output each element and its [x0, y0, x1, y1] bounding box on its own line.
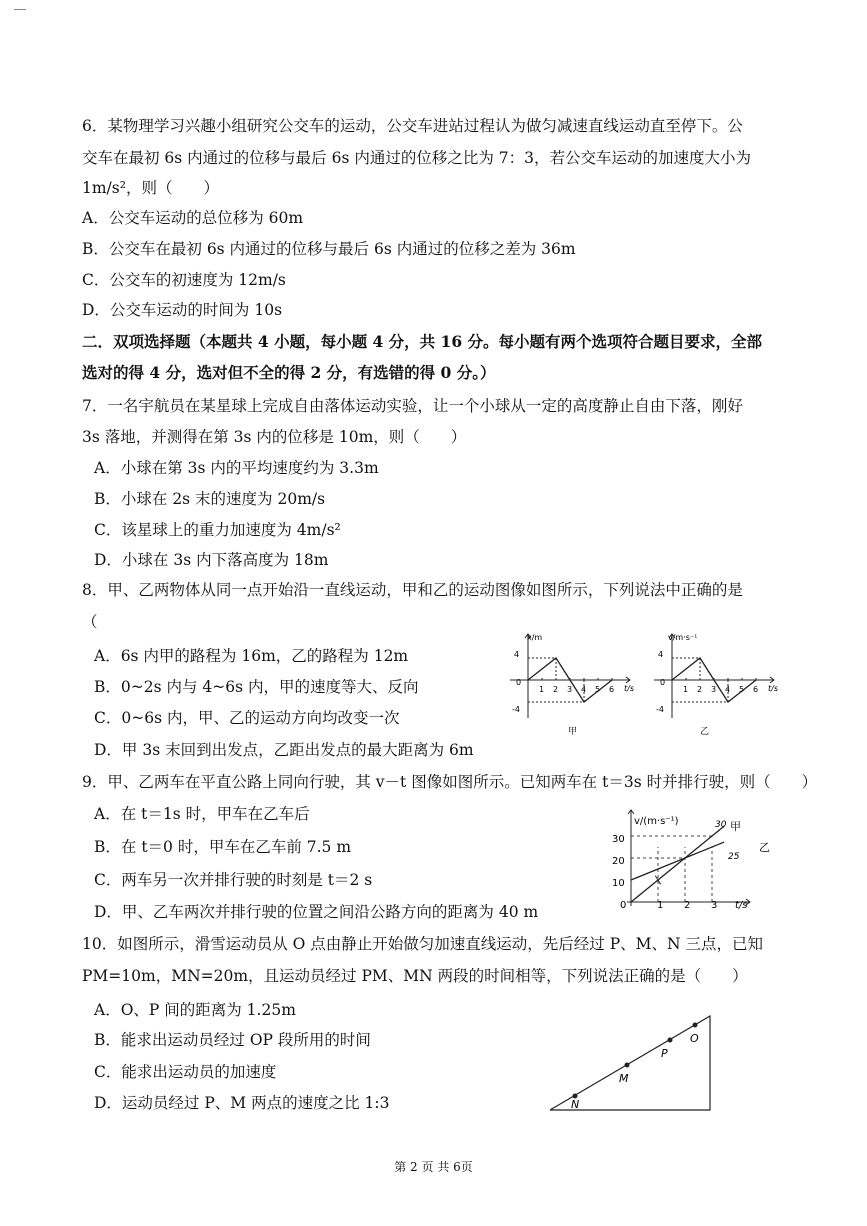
q8-jia-origin: 0 [516, 678, 522, 687]
q8-option-c: C．0~6s 内，甲、乙的运动方向均改变一次 [94, 709, 400, 727]
q9-graph-xtick: 1 [657, 900, 664, 911]
q6-option-d: D．公交车运动的时间为 10s [82, 301, 283, 319]
q6-option-a: A．公交车运动的总位移为 60m [82, 209, 304, 227]
page-footer: 第 2 页 共 6页 [394, 1160, 473, 1174]
q8-jia-ylabel: x/m [527, 633, 543, 642]
q9-series-jia-label: 甲 [730, 820, 741, 833]
q9-graph-xtick: 3 [711, 900, 718, 911]
q9-option-c: C．两车另一次并排行驶的时刻是 t＝2 s [94, 871, 373, 889]
q8-stem-line2: （ [82, 613, 98, 631]
q8-yi-xtick: 3 [711, 685, 717, 694]
q10-slope-figure [545, 1010, 720, 1115]
point-p-dot [668, 1038, 673, 1043]
q9-option-a: A．在 t＝1s 时，甲车在乙车后 [94, 805, 310, 823]
label-n: N [571, 1098, 580, 1111]
q8-yi-xtick: 1 [683, 685, 689, 694]
series-yi-line [631, 842, 724, 880]
q8-yi-xtick: 4 [725, 685, 731, 694]
q7-option-a: A．小球在第 3s 内的平均速度约为 3.3m [94, 459, 379, 477]
q10-option-a: A．O、P 间的距离为 1.25m [94, 1001, 296, 1019]
q6-stem-line1: 6．某物理学习兴趣小组研究公交车的运动，公交车进站过程认为做匀减速直线运动直至停下。公 [82, 117, 743, 135]
q9-option-d: D．甲、乙车两次并排行驶的位置之间沿公路方向的距离为 40 m [94, 903, 539, 921]
q9-graph-ytick: 20 [612, 856, 625, 867]
q6-option-b: B．公交车在最初 6s 内通过的位移与最后 6s 内通过的位移之差为 36m [82, 240, 576, 258]
q8-yi-caption: 乙 [700, 727, 710, 737]
q8-yi-ytick-neg4: -4 [656, 705, 664, 714]
q8-option-a: A．6s 内甲的路程为 16m，乙的路程为 12m [94, 647, 409, 665]
q9-graph-origin: 0 [620, 900, 627, 911]
q8-jia-ytick-4: 4 [514, 650, 520, 659]
q9-graph-ytick: 10 [612, 878, 625, 889]
q8-graph-jia [506, 628, 640, 740]
q7-stem-line2: 3s 落地，并测得在第 3s 内的位移是 10m，则（ ） [82, 428, 467, 446]
q8-jia-xtick: 1 [539, 685, 545, 694]
section2-heading-line2: 选对的得 4 分，选对但不全的得 2 分，有选错的得 0 分。） [82, 363, 496, 382]
q8-yi-xtick: 2 [697, 685, 703, 694]
q10-option-b: B．能求出运动员经过 OP 段所用的时间 [94, 1031, 371, 1049]
q8-jia-xtick: 4 [581, 685, 587, 694]
q8-jia-xtick: 3 [567, 685, 573, 694]
q8-graph-yi [650, 628, 784, 740]
q9-graph-ytick: 30 [612, 834, 625, 845]
q8-yi-xlabel: t/s [768, 684, 778, 693]
q8-jia-xtick: 6 [609, 685, 615, 694]
q9-handwritten-30: 30 [715, 820, 727, 830]
q7-stem-line1: 7．一名宇航员在某星球上完成自由落体运动实验，让一个小球从一定的高度静止自由下落，刚好 [82, 397, 743, 415]
q7-option-c: C．该星球上的重力加速度为 4m/s² [94, 521, 341, 539]
q8-yi-xtick: 6 [753, 685, 759, 694]
q8-option-d: D．甲 3s 末回到出发点，乙距出发点的最大距离为 6m [94, 741, 474, 759]
q8-yi-ytick-4: 4 [658, 650, 664, 659]
point-o-dot [693, 1023, 698, 1028]
q6-stem-line2: 交车在最初 6s 内通过的位移与最后 6s 内通过的位移之比为 7：3，若公交车运动的加速度大小为 [82, 149, 751, 167]
q8-jia-caption: 甲 [568, 727, 578, 737]
q9-stem: 9．甲、乙两车在平直公路上同向行驶，其 v－t 图像如图所示。已知两车在 t＝3s 时并排行驶，则（ ） [82, 773, 818, 791]
series-jia-line [631, 826, 724, 902]
q9-series-yi-label: 乙 [759, 841, 770, 854]
q8-option-b: B．0~2s 内与 4~6s 内，甲的速度等大、反向 [94, 678, 419, 696]
q8-yi-origin: 0 [660, 678, 666, 687]
q8-yi-ylabel: v/m·s⁻¹ [668, 633, 698, 642]
q8-jia-ytick-neg4: -4 [512, 705, 520, 714]
q8-jia-xlabel: t/s [624, 684, 634, 693]
q9-graph-ylabel: v/(m·s⁻¹) [634, 816, 679, 827]
label-p: P [661, 1047, 668, 1060]
q8-jia-xtick: 2 [553, 685, 559, 694]
q10-stem-line2: PM=10m，MN=20m，且运动员经过 PM、MN 两段的时间相等，下列说法正确的是（ ） [82, 967, 748, 985]
q9-graph-xlabel: t/s [735, 900, 748, 911]
q9-option-b: B．在 t＝0 时，甲车在乙车前 7.5 m [94, 838, 352, 856]
q7-option-b: B．小球在 2s 末的速度为 20m/s [94, 490, 326, 508]
point-m-dot [625, 1063, 630, 1068]
q9-vt-graph [600, 806, 780, 918]
section2-heading-line1: 二．双项选择题（本题共 4 小题，每小题 4 分，共 16 分。每小题有两个选项符合题目要求，全部 [82, 332, 763, 351]
q10-option-d: D．运动员经过 P、M 两点的速度之比 1:3 [94, 1094, 390, 1112]
label-o: O [690, 1032, 699, 1045]
q9-graph-xtick: 2 [684, 900, 691, 911]
q7-option-d: D．小球在 3s 内下落高度为 18m [94, 551, 329, 569]
q10-stem-line1: 10．如图所示，滑雪运动员从 O 点由静止开始做匀加速直线运动，先后经过 P、M、N 三点，已知 [82, 935, 764, 953]
q8-jia-xtick: 5 [595, 685, 601, 694]
q10-option-c: C．能求出运动员的加速度 [94, 1063, 277, 1081]
q6-stem-line3: 1m/s²，则（ ） [82, 179, 219, 197]
q8-yi-xtick: 5 [739, 685, 745, 694]
label-m: M [619, 1072, 629, 1085]
q8-stem-line1: 8．甲、乙两物体从同一点开始沿一直线运动，甲和乙的运动图像如图所示，下列说法中正确的是 [82, 581, 743, 599]
q6-option-c: C．公交车的初速度为 12m/s [82, 271, 286, 289]
q9-handwritten-25: 25 [728, 852, 740, 862]
scan-mark [14, 9, 26, 10]
